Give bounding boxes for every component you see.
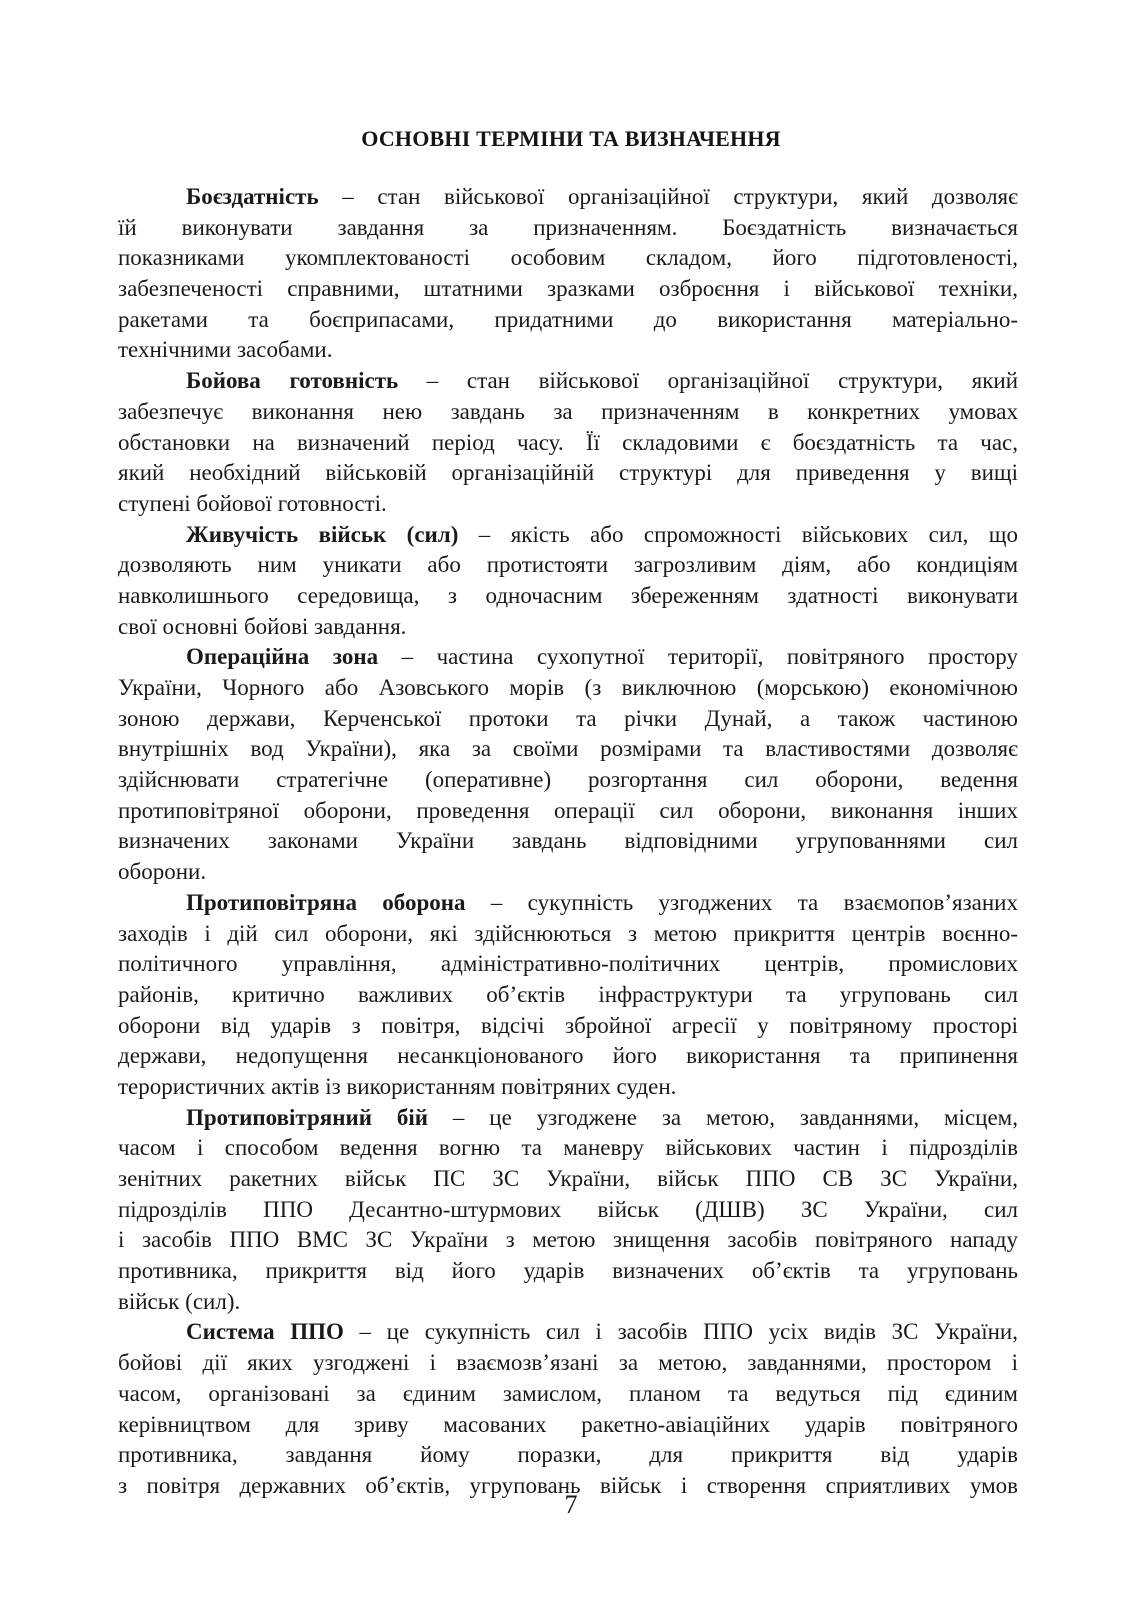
paragraph-line: зоною держави, Керченської протоки та річки Дунай, а також частиною (118, 705, 1018, 731)
paragraph-line: їй виконувати завдання за призначенням. Боєздатність визначається (118, 214, 1018, 240)
paragraph-line: противника, завдання йому поразки, для прикриття від ударів (118, 1442, 1018, 1468)
paragraph-line: політичного управління, адміністративно-політичних центрів, промислових (118, 951, 1018, 977)
paragraph-line: забезпеченості справними, штатними зразками озброєння і військової техніки, (118, 276, 1018, 302)
definitions-body (118, 182, 1018, 1502)
paragraph-line: і засобів ППО ВМС ЗС України з метою знищення засобів повітряного нападу (118, 1227, 1018, 1253)
paragraph-line: обстановки на визначений період часу. Її складовими є боєздатність та час, (118, 429, 1018, 455)
paragraph-line: Протиповітряна оборона – сукупність узгоджених та взаємопов’язаних (186, 889, 1018, 915)
paragraph-line: держави, недопущення несанкціонованого його використання та припинення (118, 1043, 1018, 1069)
paragraph-line: ракетами та боєприпасами, придатними до використання матеріально- (118, 306, 1018, 332)
paragraph-line: бойові дії яких узгоджені і взаємозв’язані за метою, завданнями, простором і (118, 1350, 1018, 1376)
paragraph-line: протиповітряної оборони, проведення операції сил оборони, виконання інших (118, 797, 1018, 823)
definition-paragraph (118, 1103, 1018, 1318)
definition-term: Протиповітряний бій (186, 1104, 429, 1130)
paragraph-line: показниками укомплектованості особовим складом, його підготовленості, (118, 245, 1018, 271)
paragraph-line: навколишнього середовища, з одночасним збереженням здатності виконувати (118, 582, 1018, 608)
paragraph-line: районів, критично важливих об’єктів інфраструктури та угруповань сил (118, 981, 1018, 1007)
paragraph-line: визначених законами України завдань відповідними угрупованнями сил (118, 828, 1018, 854)
paragraph-line: Боєздатність – стан військової організаційної структури, який дозволяє (186, 184, 1018, 209)
definition-paragraph (118, 888, 1018, 1103)
definition-paragraph (118, 520, 1018, 643)
paragraph-line: терористичних актів із використанням повітряних суден. (118, 1073, 677, 1099)
paragraph-line: підрозділів ППО Десантно-штурмових військ (ДШВ) ЗС України, сил (118, 1196, 1018, 1222)
paragraph-line: Операційна зона – частина сухопутної території, повітряного простору (186, 644, 1018, 670)
paragraph-line: зенітних ракетних військ ПС ЗС України, військ ППО СВ ЗС України, (118, 1166, 1018, 1191)
definition-paragraph (118, 1317, 1018, 1501)
paragraph-line: який необхідний військовій організаційній структурі для приведення у вищі (118, 460, 1018, 486)
paragraph-line: свої основні бойові завдання. (118, 613, 407, 639)
paragraph-line: Бойова готовність – стан військової організаційної структури, який (186, 368, 1019, 394)
paragraph-line: Живучість військ (сил) – якість або спроможності військових сил, що (186, 521, 1018, 547)
definition-term: Бойова готовність (186, 368, 399, 394)
paragraph-line: Протиповітряний бій – це узгоджене за метою, завданнями, місцем, (186, 1104, 1018, 1130)
definition-paragraph (118, 642, 1018, 888)
paragraph-line: часом і способом ведення вогню та маневру військових частин і підрозділів (118, 1135, 1018, 1161)
paragraph-line: внутрішніх вод України), яка за своїми розмірами та властивостями дозволяє (118, 736, 1018, 762)
paragraph-line: військ (сил). (118, 1288, 241, 1314)
definition-term: Система ППО (186, 1319, 344, 1345)
paragraph-line: з повітря державних об’єктів, угруповань військ і створення сприятливих умов (118, 1472, 1018, 1498)
definition-term: Протиповітряна оборона (186, 889, 466, 915)
paragraph-line: часом, організовані за єдиним замислом, планом та ведуться під єдиним (118, 1380, 1018, 1406)
paragraph-line: оборони. (118, 859, 207, 885)
paragraph-line: противника, прикриття від його ударів визначених об’єктів та угруповань (118, 1258, 1018, 1284)
paragraph-line: керівництвом для зриву масованих ракетно-авіаційних ударів повітряного (118, 1411, 1018, 1437)
paragraph-line: Система ППО – це сукупність сил і засобів ППО усіх видів ЗС України, (186, 1319, 1018, 1345)
paragraph-line: здійснювати стратегічне (оперативне) розгортання сил оборони, ведення (118, 767, 1018, 793)
paragraph-line: технічними засобами. (118, 337, 333, 363)
definition-paragraph (118, 182, 1018, 366)
paragraph-line: оборони від ударів з повітря, відсічі збройної агресії у повітряному просторі (118, 1012, 1018, 1038)
paragraph-line: України, Чорного або Азовського морів (з виключною (морською) економічною (118, 675, 1018, 700)
definition-term: Боєздатність (186, 184, 319, 209)
paragraph-line: ступені бойової готовності. (118, 490, 387, 516)
paragraph-line: заходів і дій сил оборони, які здійснюються з метою прикриття центрів воєнно- (118, 920, 1018, 946)
paragraph-line: забезпечує виконання нею завдань за призначенням в конкретних умовах (118, 398, 1018, 424)
paragraph-line: дозволяють ним уникати або протистояти загрозливим діям, або кондиціям (118, 552, 1018, 578)
definition-term: Операційна зона (186, 644, 379, 670)
definition-term: Живучість військ (сил) (186, 521, 459, 547)
page-number: 7 (564, 1490, 578, 1519)
definition-paragraph (118, 366, 1018, 519)
page-title: ОСНОВНІ ТЕРМІНИ ТА ВИЗНАЧЕННЯ (361, 126, 781, 151)
